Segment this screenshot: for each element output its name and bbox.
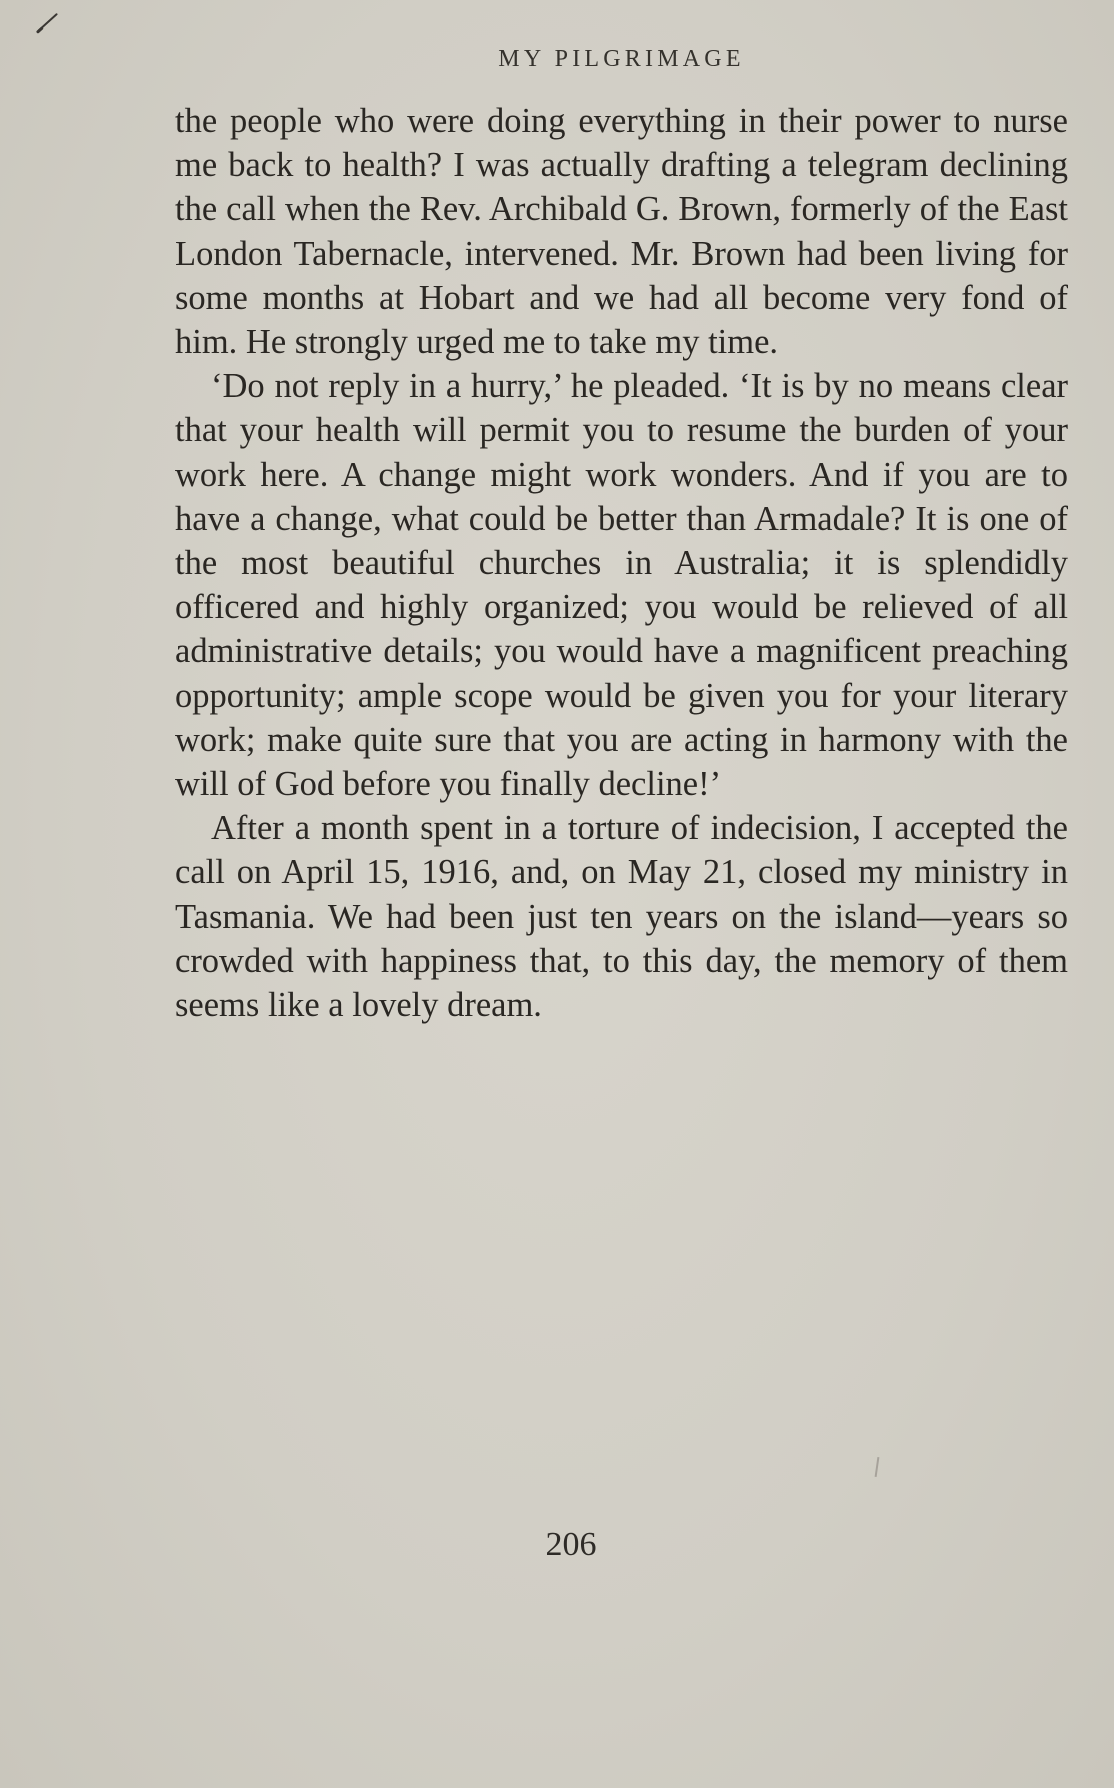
- stray-mark: [875, 1457, 880, 1477]
- paragraph-3: After a month spent in a torture of indecision, I accepted the call on April 15, 1916, and, on May 21, closed my ministry in Tasmania. We had been just ten years on the island—years so crowded with happiness that, to this day, the memory of them seems like a lovely dream.: [175, 809, 1068, 1025]
- page-number: 206: [545, 1526, 597, 1563]
- pencil-mark: [37, 13, 58, 32]
- paragraph-2: ‘Do not reply in a hurry,’ he pleaded. ‘It is by no means clear that your health will permit you to resume the burden of your work here. A change might work wonders. And if you are to have a change, what could be better than Armadale? It is one of the most beautiful churches in Australia; it is splendidly officered and highly organized; you would be relieved of all administrative details; you would have a magnificent preaching opportunity; ample scope would be given you for your literary work; make quite sure that you are acting in harmony with the will of God before you finally decline!’: [175, 367, 1068, 804]
- body-text: [175, 99, 1068, 1027]
- running-head-title: MY PILGRIMAGE: [498, 46, 745, 72]
- paragraph-1: the people who were doing everything in their power to nurse me back to health? I was actually drafting a telegram declining the call when the Rev. Archibald G. Brown, formerly of the East London Tabernacle, intervened. Mr. Brown had been living for some months at Hobart and we had all become very fond of him. He strongly urged me to take my time.: [175, 102, 1068, 362]
